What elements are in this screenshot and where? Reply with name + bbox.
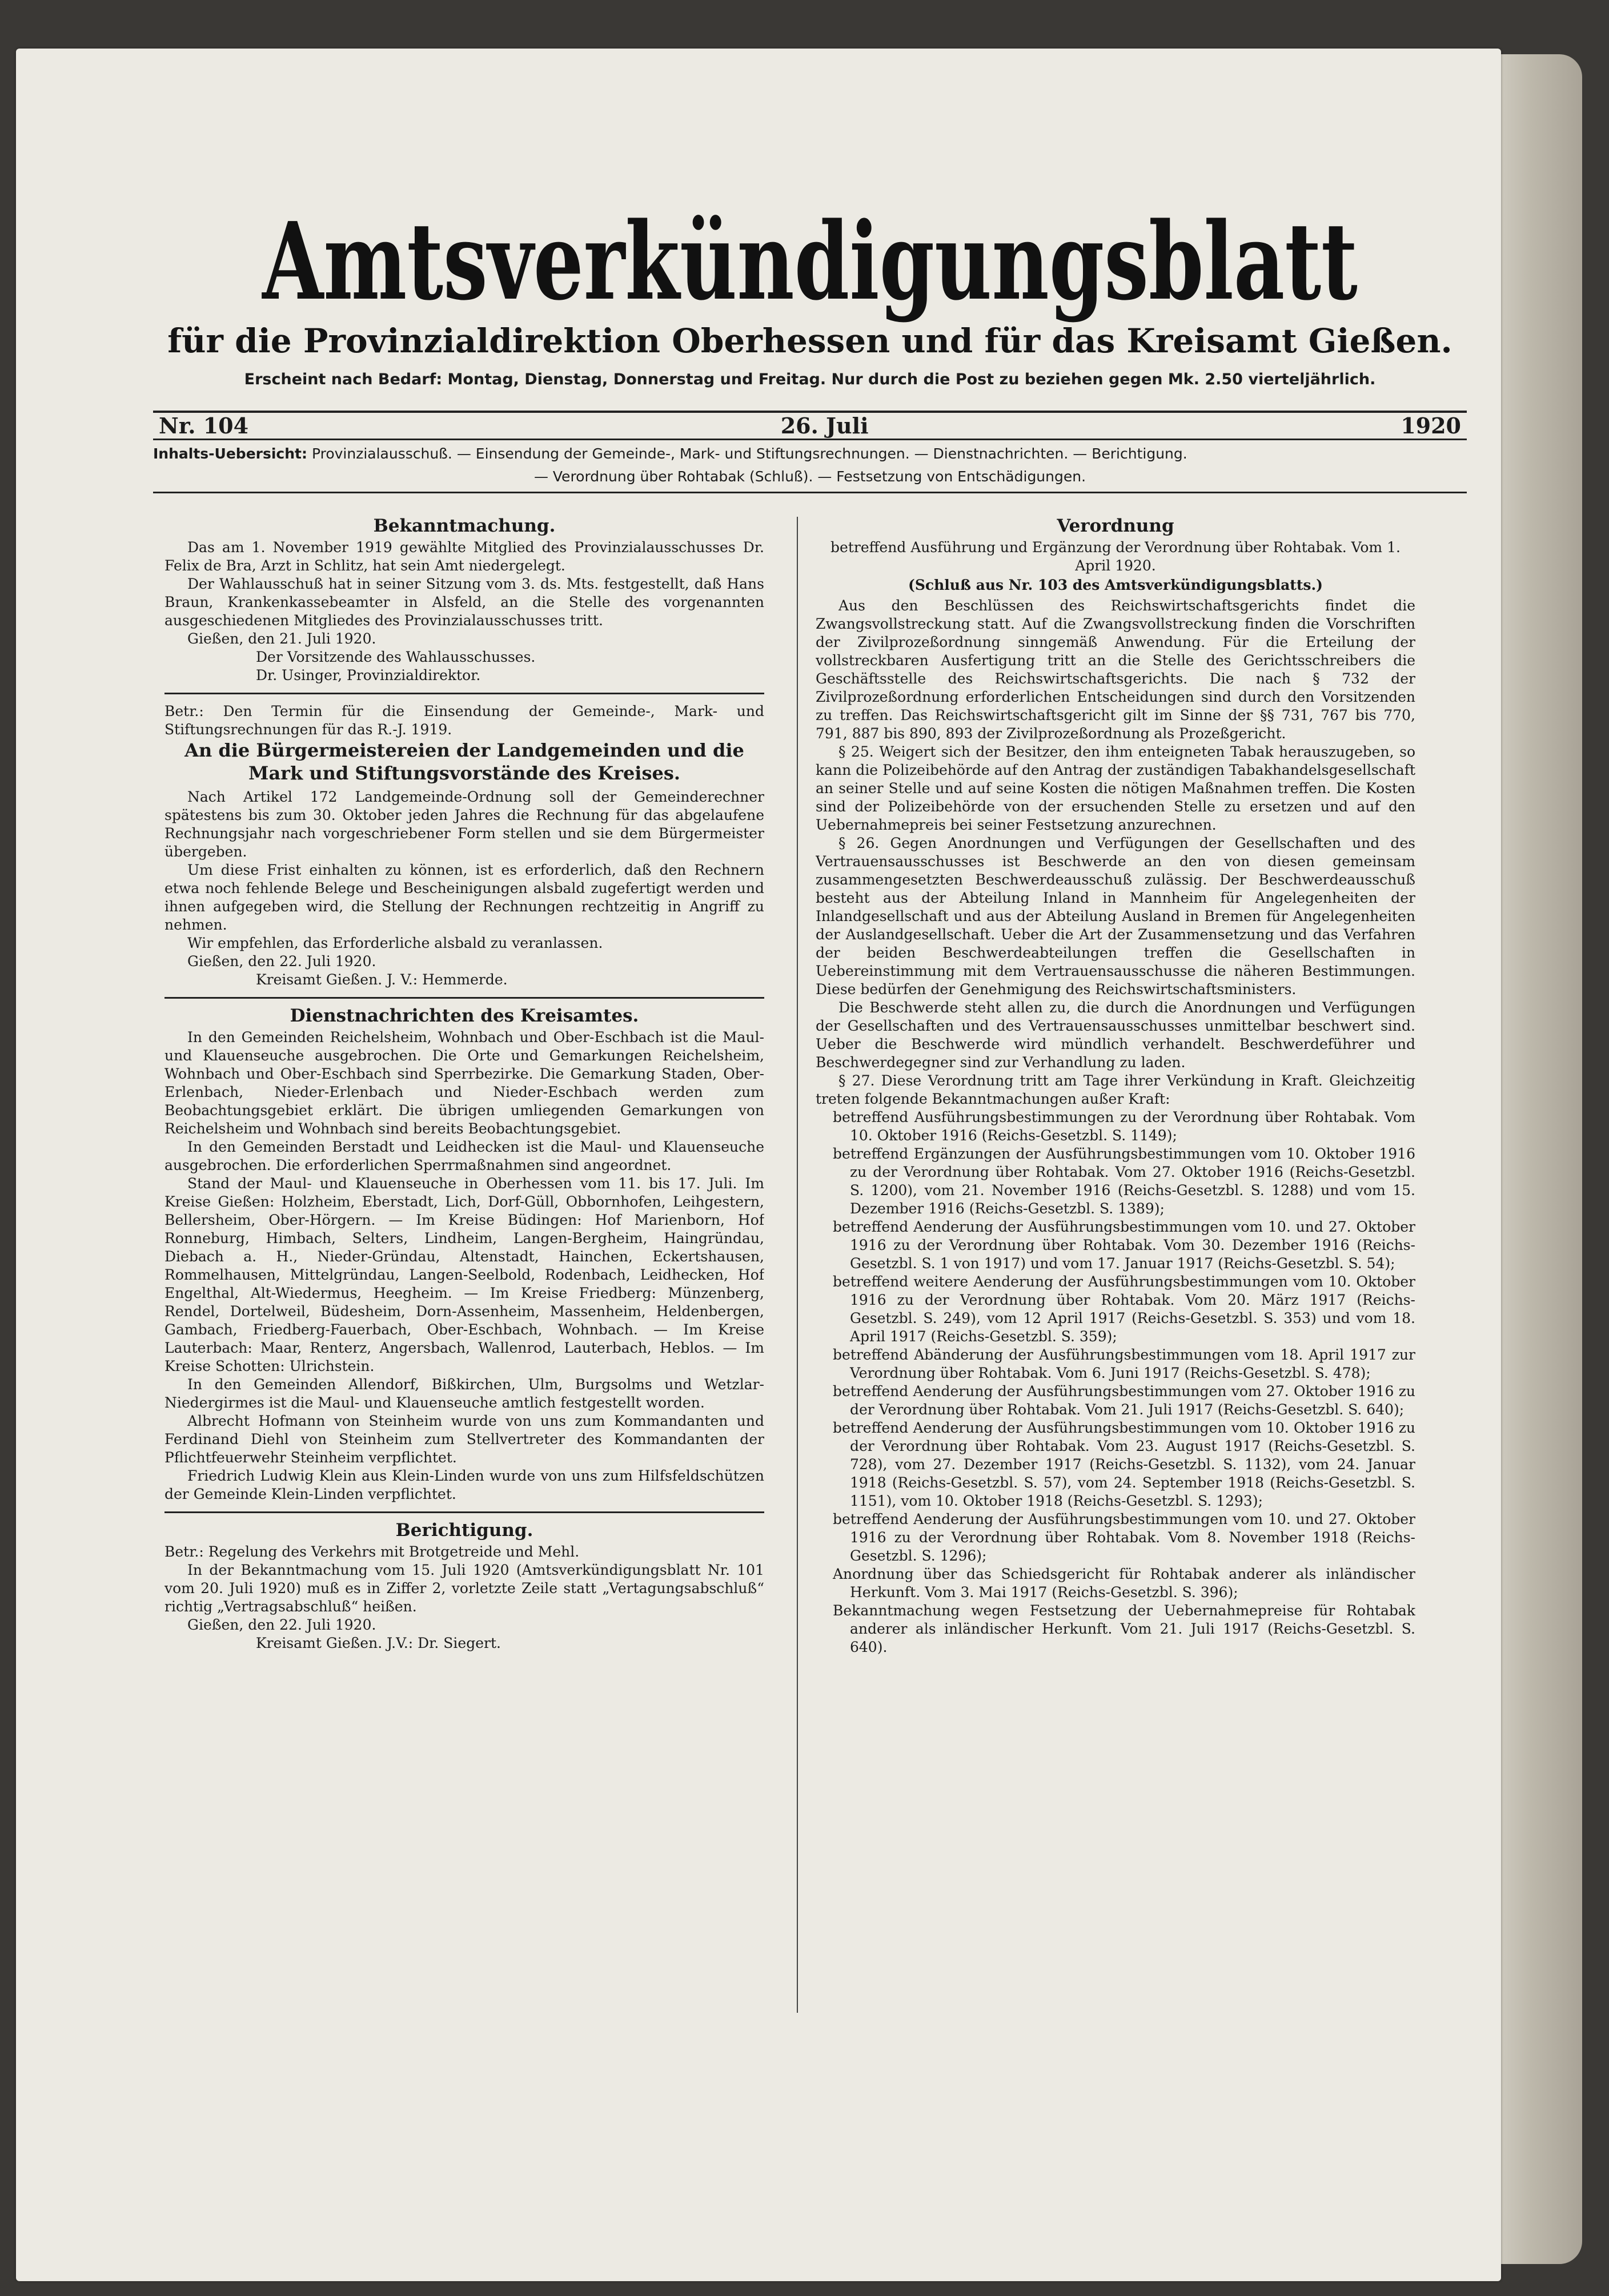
list-item: betreffend Aenderung der Ausführungsbestimmungen vom 27. Oktober 1916 zu der Verordnung über Rohtabak. Vom 21. Juli 1917 (Reichs-Gesetzbl. S. 640); (833, 1383, 1415, 1418)
issue-year: 1920 (1401, 413, 1461, 439)
paragraph: Stand der Maul- und Klauenseuche in Oberhessen vom 11. bis 17. Juli. Im Kreise Gießen: Holzheim, Eberstadt, Lich, Dorf-Güll, Obbornhofen, Leihgestern, Bellersheim, Ober-Hörgern. — Im Kreise Büdingen: Hof Marienborn, Hof Ronneburg, Himbach, Selters, Lindheim, Langen-Bergheim, Haingründau, Diebach a. H., Nieder-Gründau, Altenstadt, Hainchen, Eckertshausen, Rommelhausen, Mittelgründau, Langen-Seelbold, Rodenbach, Leidhecken, Hof Engelthal, Alt-Wiedermus, Heegheim. — Im Kreise Friedberg: Münzenberg, Rendel, Dortelweil, Büdesheim, Dorn-Assenheim, Massenheim, Heldenbergen, Gambach, Friedberg-Fauerbach, Ober-Eschbach, Wohnbach. — Im Kreise Lauterbach: Maar, Renterz, Angersbach, Wallenrod, Lauterbach, Heblos. — Im Kreise Schotten: Ulrichstein. (164, 1175, 764, 1374)
list-item: Bekanntmachung wegen Festsetzung der Uebernahmepreise für Rohtabak anderer als inländischer Herkunft. Vom 21. Juli 1917 (Reichs-Gesetzbl. S. 640). (833, 1602, 1415, 1655)
paragraph: § 26. Gegen Anordnungen und Verfügungen der Gesellschaften und des Vertrauensausschusses ist Beschwerde an den von diesen gemeinsam zusammengesetzten Beschwerdeausschuß zulässig. Der Beschwerdeausschuß besteht aus der Abteilung Inland in Mannheim für Angelegenheiten der Inlandgesellschaft und aus der Abteilung Ausland in Bremen für Angelegenheiten der Auslandgesellschaft. Ueber die Art der Zusammensetzung und das Verfahren der beiden Beschwerdeabteilungen treffen die Gesellschaften in Uebereinstimmung mit dem Vertrauensausschusse die näheren Bestimmungen. Diese bedürfen der Genehmigung des Reichswirtschaftsministers. (816, 835, 1415, 998)
paragraph: Die Beschwerde steht allen zu, die durch die Anordnungen und Verfügungen der Gesellschaften und des Vertrauensausschusses unmittelbar beschwert sind. Ueber die Beschwerde wird mündlich verhandelt. Beschwerdeführer und Beschwerdegegner sind zur Verhandlung zu laden. (816, 999, 1415, 1071)
article-bekanntmachung (164, 517, 764, 685)
paragraph: § 27. Diese Verordnung tritt am Tage ihrer Verkündung in Kraft. Gleichzeitig treten folgende Bekanntmachungen außer Kraft: (816, 1072, 1415, 1107)
paragraph: In den Gemeinden Reichelsheim, Wohnbach und Ober-Eschbach ist die Maul- und Klauenseuche ausgebrochen. Die Orte und Gemarkungen Reichelsheim, Wohnbach und Ober-Eschbach sind Sperrbezirke. Die Gemarkung Staden, Ober-Erlenbach, Nieder-Erlenbach und Nieder-Eschbach werden zum Beobachtungsgebiet erklärt. Die übrigen umliegenden Gemarkungen von Reichelsheim und Wohnbach sind bereits Beobachtungsgebiet. (164, 1029, 764, 1137)
left-column (164, 517, 764, 2058)
issue-bar (153, 411, 1467, 440)
paragraph: Aus den Beschlüssen des Reichswirtschaftsgerichts findet die Zwangsvollstreckung statt. Auf die Zwangsvollstreckung finden die Vorschriften der Zivilprozeßordnung sinngemäß Anwendung. Für die Erteilung der vollstreckbaren Ausfertigung tritt an die Stelle des Gerichtsschreibers die Geschäftsstelle des Reichswirtschaftsgerichts. Die nach § 732 der Zivilprozeßordnung erforderlichen Entscheidungen sind durch den Vorsitzenden zu treffen. Das Reichswirtschaftsgericht gilt im Sinne der §§ 731, 767 bis 770, 791, 887 bis 890, 893 der Zivilprozeßordnung als Prozeßgericht. (816, 597, 1415, 742)
paragraph: Nach Artikel 172 Landgemeinde-Ordnung soll der Gemeinderechner spätestens bis zum 30. Oktober jeden Jahres die Rechnung für das abgelaufene Rechnungsjahr nach vorgeschriebener Form stellen und sie dem Bürgermeister übergeben. (164, 789, 764, 860)
signature: Kreisamt Gießen. J. V.: Hemmerde. (256, 971, 508, 988)
article-heading: Berichtigung. (395, 1520, 533, 1541)
masthead-title: Amtsverkündigungsblatt (262, 198, 1358, 324)
paragraph: In der Bekanntmachung vom 15. Juli 1920 (Amtsverkündigungsblatt Nr. 101 vom 20. Juli 1920) muß es in Ziffer 2, vorletzte Zeile statt „Vertagungsabschluß“ richtig „Vertragsabschluß“ heißen. (164, 1562, 764, 1615)
book-edge (1496, 54, 1582, 2264)
paragraph: Albrecht Hofmann von Steinheim wurde von uns zum Kommandanten und Ferdinand Diehl von Steinheim zum Stellvertreter des Kommandanten der Pflichtfeuerwehr Steinheim verpflichtet. (164, 1413, 764, 1466)
article-date: Gießen, den 22. Juli 1920. (187, 953, 376, 970)
paragraph: § 25. Weigert sich der Besitzer, den ihm enteigneten Tabak herauszugeben, so kann die Polizeibehörde auf den Antrag der zuständigen Tabakhandelsgesellschaft an seiner Stelle und auf seine Kosten die nötigen Maßnahmen treffen. Die Kosten sind der Polizeibehörde von der ersuchenden Stelle zu ersetzen und auf den Uebernahmepreis bei seiner Festsetzung anzurechnen. (816, 743, 1415, 833)
table-of-contents (153, 443, 1467, 493)
column-divider (797, 517, 798, 2013)
paragraph: In den Gemeinden Berstadt und Leidhecken ist die Maul- und Klauenseuche ausgebrochen. Die erforderlichen Sperrmaßnahmen sind angeordnet. (164, 1139, 764, 1173)
toc-line-2: — Verordnung über Rohtabak (Schluß). — Festsetzung von Entschädigungen. (533, 468, 1086, 485)
betreff: Betr.: Den Termin für die Einsendung der Gemeinde-, Mark- und Stiftungsrechnungen für das R.-J. 1919. (164, 703, 764, 738)
newspaper-page (16, 49, 1501, 2281)
list-item: betreffend Aenderung der Ausführungsbestimmungen vom 10. und 27. Oktober 1916 zu der Verordnung über Rohtabak. Vom 8. November 1918 (Reichs-Gesetzbl. S. 1296); (833, 1511, 1415, 1564)
continuation-note: (Schluß aus Nr. 103 des Amtsverkündigungsblatts.) (908, 577, 1323, 593)
paragraph: Um diese Frist einhalten zu können, ist es erforderlich, daß den Rechnern etwa noch fehlende Belege und Bescheinigungen alsbald zugefertigt werden und ihnen aufgegeben wird, die Stellung der Rechnungen rechtzeitig in Angriff zu nehmen. (164, 862, 764, 933)
article-heading: An die Bürgermeistereien der Landgemeinden und die Mark und Stiftungsvorstände des Kreises. (184, 739, 744, 784)
signature: Kreisamt Gießen. J.V.: Dr. Siegert. (256, 1635, 501, 1651)
paragraph: Der Wahlausschuß hat in seiner Sitzung vom 3. ds. Mts. festgestellt, daß Hans Braun, Krankenkassebeamter in Alsfeld, an die Stelle des vorgenannten ausgeschiedenen Mitgliedes des Provinzialausschusses tritt. (164, 576, 764, 629)
article-heading: Verordnung (1057, 517, 1174, 536)
right-column (816, 517, 1415, 2058)
masthead-subtitle: für die Provinzialdirektion Oberhessen und für das Kreisamt Gießen. (167, 321, 1452, 360)
signature: Dr. Usinger, Provinzialdirektor. (256, 667, 481, 683)
list-item: betreffend Ausführungsbestimmungen zu der Verordnung über Rohtabak. Vom 10. Oktober 1916 (Reichs-Gesetzbl. S. 1149); (833, 1109, 1415, 1144)
betreff: Betr.: Regelung des Verkehrs mit Brotgetreide und Mehl. (164, 1543, 580, 1560)
article-date: Gießen, den 22. Juli 1920. (187, 1617, 376, 1633)
article-berichtigung (164, 1521, 764, 1652)
list-item: Anordnung über das Schiedsgericht für Rohtabak anderer als inländischer Herkunft. Vom 3. Mai 1917 (Reichs-Gesetzbl. S. 396); (833, 1566, 1415, 1601)
divider (164, 1511, 764, 1513)
article-rechnungen (164, 702, 764, 989)
list-item: betreffend Ergänzungen der Ausführungsbestimmungen vom 10. Oktober 1916 zu der Verordnung über Rohtabak. Vom 27. Oktober 1916 (Reichs-Gesetzbl. S. 1200), vom 21. November 1916 (Reichs-Gesetzbl. S. 1288) und vom 15. Dezember 1916 (Reichs-Gesetzbl. S. 1389); (833, 1145, 1415, 1217)
article-date: Gießen, den 21. Juli 1920. (187, 630, 376, 647)
masthead (153, 198, 1467, 397)
article-dienstnachrichten (164, 1007, 764, 1503)
divider (164, 693, 764, 694)
article-heading: Bekanntmachung. (373, 517, 556, 536)
issue-number: Nr. 104 (159, 413, 249, 439)
list-item: betreffend Abänderung der Ausführungsbestimmungen vom 18. April 1917 zur Verordnung über Rohtabak. Vom 6. Juni 1917 (Reichs-Gesetzbl. S. 478); (833, 1346, 1415, 1381)
toc-line-1: Provinzialausschuß. — Einsendung der Gemeinde-, Mark- und Stiftungsrechnungen. — Dienstnachrichten. — Berichtigung. (311, 445, 1187, 462)
signature: Der Vorsitzende des Wahlausschusses. (256, 649, 536, 665)
divider (164, 997, 764, 999)
article-subheading: betreffend Ausführung und Ergänzung der Verordnung über Rohtabak. Vom 1. April 1920. (830, 539, 1401, 574)
list-item: betreffend weitere Aenderung der Ausführungsbestimmungen vom 10. Oktober 1916 zu der Verordnung über Rohtabak. Vom 20. März 1917 (Reichs-Gesetzbl. S. 249), vom 12 April 1917 (Reichs-Gesetzbl. S. 353) und vom 18. April 1917 (Reichs-Gesetzbl. S. 359); (833, 1273, 1415, 1345)
toc-label: Inhalts-Uebersicht: (153, 445, 307, 462)
paragraph: Das am 1. November 1919 gewählte Mitglied des Provinzialausschusses Dr. Felix de Bra, Arzt in Schlitz, hat sein Amt niedergelegt. (164, 539, 764, 574)
list-item: betreffend Aenderung der Ausführungsbestimmungen vom 10. Oktober 1916 zu der Verordnung über Rohtabak. Vom 23. August 1917 (Reichs-Gesetzbl. S. 728), vom 27. Dezember 1917 (Reichs-Gesetzbl. S. 1132), vom 24. Januar 1918 (Reichs-Gesetzbl. S. 57), vom 24. September 1918 (Reichs-Gesetzbl. S. 1151), vom 10. Oktober 1918 (Reichs-Gesetzbl. S. 1293); (833, 1420, 1415, 1509)
masthead-note: Erscheint nach Bedarf: Montag, Dienstag, Donnerstag und Freitag. Nur durch die Post zu beziehen gegen Mk. 2.50 vierteljährlich. (244, 371, 1376, 388)
paragraph: Wir empfehlen, das Erforderliche alsbald zu veranlassen. (187, 935, 603, 951)
paragraph: Friedrich Ludwig Klein aus Klein-Linden wurde von uns zum Hilfsfeldschützen der Gemeinde Klein-Linden verpflichtet. (164, 1467, 764, 1502)
repealed-list (816, 1108, 1415, 1656)
article-heading: Dienstnachrichten des Kreisamtes. (290, 1006, 639, 1026)
list-item: betreffend Aenderung der Ausführungsbestimmungen vom 10. und 27. Oktober 1916 zu der Verordnung über Rohtabak. Vom 30. Dezember 1916 (Reichs-Gesetzbl. S. 1 von 1917) und vom 17. Januar 1917 (Reichs-Gesetzbl. S. 54); (833, 1219, 1415, 1272)
issue-date: 26. Juli (780, 413, 869, 439)
paragraph: In den Gemeinden Allendorf, Bißkirchen, Ulm, Burgsolms und Wetzlar-Niedergirmes ist die Maul- und Klauenseuche amtlich festgestellt worden. (164, 1376, 764, 1411)
